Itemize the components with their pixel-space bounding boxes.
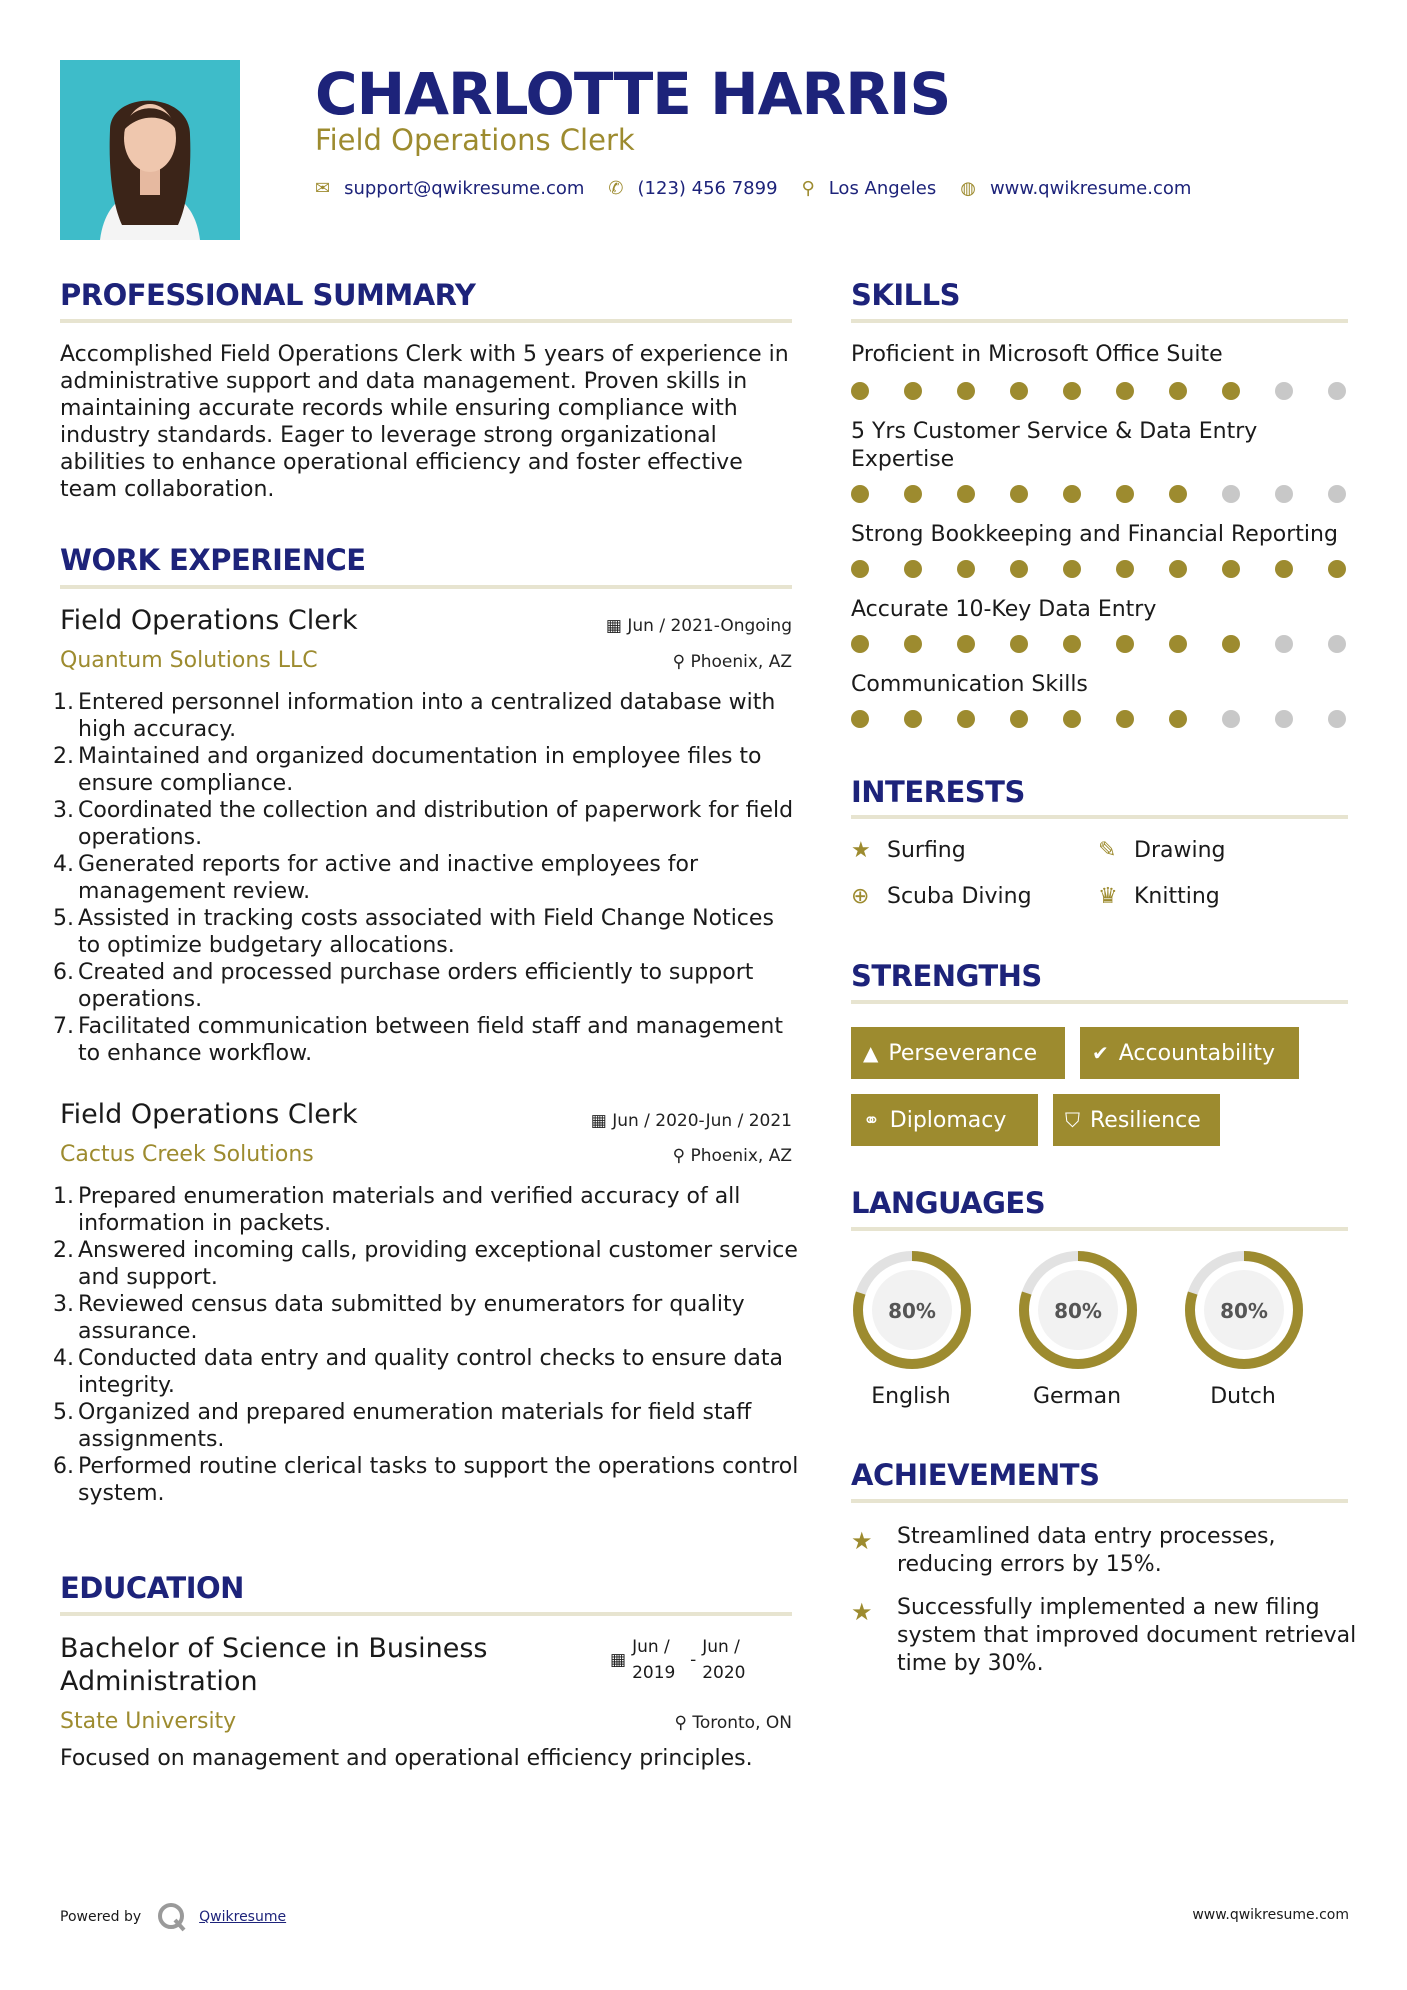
job-company: Cactus Creek Solutions (60, 1142, 314, 1167)
education-description: Focused on management and operational efficiency principles. (60, 1746, 753, 1771)
education-heading: EDUCATION (60, 1571, 244, 1605)
languages-heading: LANGUAGES (851, 1186, 1046, 1220)
skill-dot-filled (904, 382, 922, 400)
check-circle-icon: ✔ (1092, 1041, 1109, 1065)
list-item: 5. Organized and prepared enumeration materials for field staff assignments. (53, 1400, 752, 1452)
language-name: German (1032, 1384, 1122, 1409)
job-title: Field Operations Clerk (60, 1099, 358, 1130)
skill-dot-filled (1063, 635, 1081, 653)
candidate-title: Field Operations Clerk (315, 123, 635, 157)
job-bullets (53, 689, 800, 1067)
achievement-item: ★ Streamlined data entry processes, reducing errors by 15%. (851, 1524, 1276, 1577)
skill-name: Proficient in Microsoft Office Suite (851, 342, 1223, 367)
skill-dot-filled (1275, 560, 1293, 578)
powered-by-text: Powered by (60, 1909, 142, 1925)
skill-dot-empty (1328, 710, 1346, 728)
interest-item: ★ Surfing (851, 838, 966, 863)
qwikresume-link[interactable]: Qwikresume (199, 1909, 287, 1925)
job-location: ⚲ Phoenix, AZ (672, 1146, 792, 1166)
section-divider (60, 585, 792, 589)
skill-dot-filled (957, 485, 975, 503)
achievements-heading: ACHIEVEMENTS (851, 1458, 1100, 1492)
school-name: State University (60, 1709, 237, 1734)
skill-dot-filled (1169, 710, 1187, 728)
skill-dot-filled (1222, 560, 1240, 578)
road-icon: ▲ (863, 1041, 879, 1065)
job-company: Quantum Solutions LLC (60, 648, 318, 673)
footer-website[interactable]: www.qwikresume.com (1192, 1907, 1349, 1923)
shield-icon: ⛉ (1065, 1108, 1080, 1132)
interest-item: ♛ Knitting (1098, 884, 1220, 909)
pin-icon: ⚲ (674, 1713, 687, 1733)
skill-dot-filled (1222, 382, 1240, 400)
profile-photo (60, 60, 240, 240)
section-divider (851, 1227, 1348, 1231)
skill-rating (851, 382, 1356, 400)
skill-rating (851, 560, 1356, 578)
skill-dot-filled (1010, 635, 1028, 653)
skill-name: Communication Skills (851, 672, 1088, 697)
skill-dot-filled (957, 382, 975, 400)
skill-dot-empty (1222, 710, 1240, 728)
skill-dot-filled (1169, 635, 1187, 653)
language-name: English (871, 1384, 951, 1409)
experience-heading: WORK EXPERIENCE (60, 543, 366, 577)
job-title: Field Operations Clerk (60, 605, 358, 636)
skill-dot-filled (1169, 382, 1187, 400)
list-item: 1. Entered personnel information into a centralized database with high accuracy. (53, 690, 776, 742)
email-link[interactable]: support@qwikresume.com (344, 178, 585, 199)
skill-dot-filled (904, 635, 922, 653)
skill-dot-filled (1169, 485, 1187, 503)
language-ring (849, 1247, 975, 1373)
skill-dot-empty (1328, 485, 1346, 503)
list-item: 7. Facilitated communication between field staff and management to enhance workflow. (53, 1014, 783, 1066)
globe-icon: ◍ (960, 178, 976, 199)
skill-dot-empty (1328, 382, 1346, 400)
skill-dot-filled (1116, 485, 1134, 503)
skill-dot-filled (904, 710, 922, 728)
list-item: 4. Generated reports for active and inactive employees for management review. (53, 852, 699, 904)
job-date: ▦ Jun / 2020-Jun / 2021 (590, 1111, 792, 1131)
skill-dot-filled (1116, 382, 1134, 400)
skill-dot-filled (851, 635, 869, 653)
list-item: 1. Prepared enumeration materials and verified accuracy of all information in packets. (53, 1184, 741, 1236)
star-icon: ★ (851, 838, 871, 863)
list-item: 5. Assisted in tracking costs associated with Field Change Notices to optimize budgetary allocations. (53, 906, 774, 958)
skill-dot-filled (957, 560, 975, 578)
pin-icon: ⚲ (672, 1146, 686, 1166)
footer-branding (60, 1900, 286, 1934)
skill-dot-filled (1116, 560, 1134, 578)
list-item: 3. Coordinated the collection and distribution of paperwork for field operations. (53, 798, 794, 850)
interest-item: ✎ Drawing (1098, 838, 1226, 863)
contact-bar (315, 178, 1215, 199)
skill-name: 5 Yrs Customer Service & Data Entry Expertise (851, 419, 1258, 472)
achievement-item: ★ Successfully implemented a new filing system that improved document retrieval time by 30%. (851, 1595, 1357, 1676)
skill-dot-filled (957, 710, 975, 728)
list-item: 6. Created and processed purchase orders efficiently to support operations. (53, 960, 754, 1012)
interest-item: ⊕ Scuba Diving (851, 884, 1032, 909)
skill-dot-filled (1063, 485, 1081, 503)
skill-dot-filled (1063, 560, 1081, 578)
shooting-star-icon: ★ (851, 1527, 873, 1555)
section-divider (60, 1612, 792, 1616)
location-text: Los Angeles (828, 178, 937, 199)
school-location: ⚲ Toronto, ON (674, 1713, 792, 1733)
skill-dot-filled (1116, 635, 1134, 653)
pencil-icon: ✎ (1098, 838, 1117, 863)
strengths-heading: STRENGTHS (851, 959, 1042, 993)
skill-dot-filled (1169, 560, 1187, 578)
strength-tag: ⚭ Diplomacy (851, 1094, 1038, 1146)
skill-dot-filled (1010, 485, 1028, 503)
ring-percent: 80% (1054, 1299, 1102, 1323)
calendar-icon: ▦ (610, 1650, 627, 1670)
skill-dot-filled (1063, 382, 1081, 400)
job-date: ▦ Jun / 2021-Ongoing (605, 616, 792, 636)
section-divider (851, 815, 1348, 819)
skill-dot-empty (1328, 635, 1346, 653)
phone-icon: ✆ (608, 178, 624, 199)
skill-dot-empty (1275, 635, 1293, 653)
strength-tag: ✔ Accountability (1080, 1027, 1299, 1079)
skill-dot-empty (1275, 710, 1293, 728)
job-location: ⚲ Phoenix, AZ (672, 652, 792, 672)
skill-dot-filled (1328, 560, 1346, 578)
skill-dot-empty (1222, 485, 1240, 503)
skill-dot-empty (1275, 382, 1293, 400)
skill-rating (851, 635, 1356, 653)
job-bullets (53, 1183, 800, 1507)
qwikresume-logo-icon (155, 1900, 189, 1934)
list-item: 2. Maintained and organized documentation in employee files to ensure compliance. (53, 744, 762, 796)
skill-dot-filled (851, 485, 869, 503)
list-item: 6. Performed routine clerical tasks to support the operations control system. (53, 1454, 799, 1506)
skill-name: Strong Bookkeeping and Financial Reporting (851, 522, 1338, 547)
skill-dot-filled (1010, 382, 1028, 400)
degree-title: Bachelor of Science in Business Administration (60, 1633, 488, 1697)
skill-rating (851, 485, 1356, 503)
handshake-icon: ⚭ (863, 1108, 880, 1132)
skill-name: Accurate 10-Key Data Entry (851, 597, 1157, 622)
avatar (60, 60, 240, 240)
strength-tag: ⛉ Resilience (1053, 1094, 1220, 1146)
skill-dot-filled (851, 710, 869, 728)
calendar-icon: ▦ (590, 1111, 607, 1131)
ring-percent: 80% (888, 1299, 936, 1323)
shooting-star-icon: ★ (851, 1598, 873, 1626)
skill-dot-filled (904, 485, 922, 503)
section-divider (851, 319, 1348, 323)
skill-dot-filled (904, 560, 922, 578)
language-ring (1015, 1247, 1141, 1373)
skill-dot-filled (1063, 710, 1081, 728)
section-divider (851, 1000, 1348, 1004)
skills-heading: SKILLS (851, 278, 960, 312)
skill-dot-filled (1010, 560, 1028, 578)
section-divider (851, 1499, 1348, 1503)
list-item: 3. Reviewed census data submitted by enumerators for quality assurance. (53, 1292, 745, 1344)
list-item: 2. Answered incoming calls, providing exceptional customer service and support. (53, 1238, 798, 1290)
skill-dot-filled (851, 382, 869, 400)
trophy-icon: ♛ (1098, 884, 1118, 909)
life-ring-icon: ⊕ (851, 884, 870, 909)
list-item: 4. Conducted data entry and quality control checks to ensure data integrity. (53, 1346, 783, 1398)
section-divider (60, 319, 792, 323)
candidate-name: CHARLOTTE HARRIS (315, 60, 951, 128)
website-link[interactable]: www.qwikresume.com (989, 178, 1192, 199)
skill-dot-filled (957, 635, 975, 653)
skill-dot-empty (1275, 485, 1293, 503)
language-name: Dutch (1210, 1384, 1276, 1409)
summary-text: Accomplished Field Operations Clerk with 5 years of experience in administrative support and data management. Proven skills in maintaining accurate records while ensuring compliance with industry standards. Eager to leverage strong organizational abilities to enhance operational efficiency and foster effective team collaboration. (60, 342, 789, 502)
skill-dot-filled (1222, 635, 1240, 653)
calendar-icon: ▦ (605, 616, 622, 636)
summary-heading: PROFESSIONAL SUMMARY (60, 278, 476, 312)
strength-tag: ▲ Perseverance (851, 1027, 1065, 1079)
interests-heading: INTERESTS (851, 775, 1025, 809)
ring-percent: 80% (1220, 1299, 1268, 1323)
language-ring (1181, 1247, 1307, 1373)
education-date: ▦ Jun / 2019 - Jun / 2020 (610, 1634, 754, 1686)
pin-icon: ⚲ (672, 652, 686, 672)
skill-dot-filled (851, 560, 869, 578)
skill-dot-filled (1116, 710, 1134, 728)
email-icon: ✉ (315, 178, 331, 199)
phone-text[interactable]: (123) 456 7899 (637, 178, 778, 199)
skill-rating (851, 710, 1356, 728)
map-marker-icon: ⚲ (801, 178, 815, 199)
skill-dot-filled (1010, 710, 1028, 728)
